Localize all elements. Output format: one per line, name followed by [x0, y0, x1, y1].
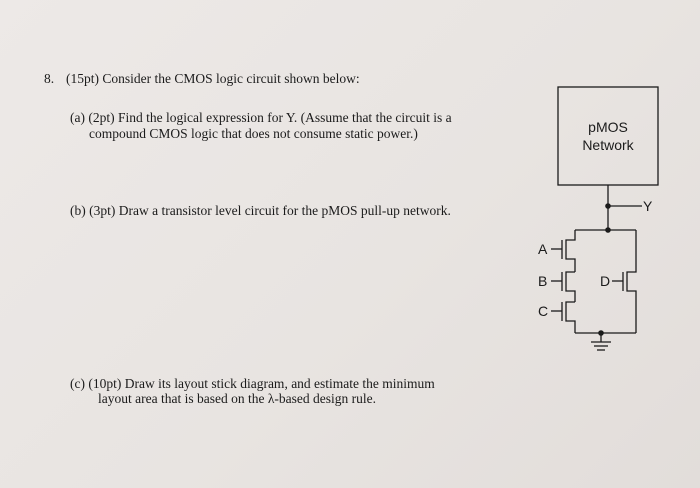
input-d-label: D	[600, 273, 611, 289]
pmos-label: pMOS	[588, 119, 628, 135]
output-y-label: Y	[643, 198, 653, 214]
nmos-transistor-b	[551, 272, 575, 302]
network-label: Network	[582, 137, 634, 153]
nmos-transistor-c	[551, 302, 575, 333]
nmos-transistor-a	[551, 230, 575, 272]
question-number: 8.	[44, 71, 55, 86]
top-junction-dot	[605, 227, 611, 233]
part-a-line-2: compound CMOS logic that does not consume static power.)	[89, 126, 418, 141]
input-c-label: C	[538, 303, 549, 319]
ground-symbol	[591, 342, 611, 350]
output-junction-dot	[605, 203, 611, 209]
input-a-label: A	[538, 241, 548, 257]
bottom-junction-dot	[598, 330, 604, 336]
part-c-line-2: layout area that is based on the λ-based design rule.	[98, 391, 376, 406]
part-c-line-1: (c) (10pt) Draw its layout stick diagram, and estimate the minimum	[70, 376, 435, 391]
nmos-transistor-d	[612, 230, 636, 333]
input-b-label: B	[538, 273, 548, 289]
question-title: (15pt) Consider the CMOS logic circuit shown below:	[66, 71, 360, 86]
pmos-network-box	[558, 87, 658, 185]
part-a-line-1: (a) (2pt) Find the logical expression for Y. (Assume that the circuit is a	[70, 110, 452, 125]
part-b-text: (b) (3pt) Draw a transistor level circuit for the pMOS pull-up network.	[70, 203, 451, 218]
